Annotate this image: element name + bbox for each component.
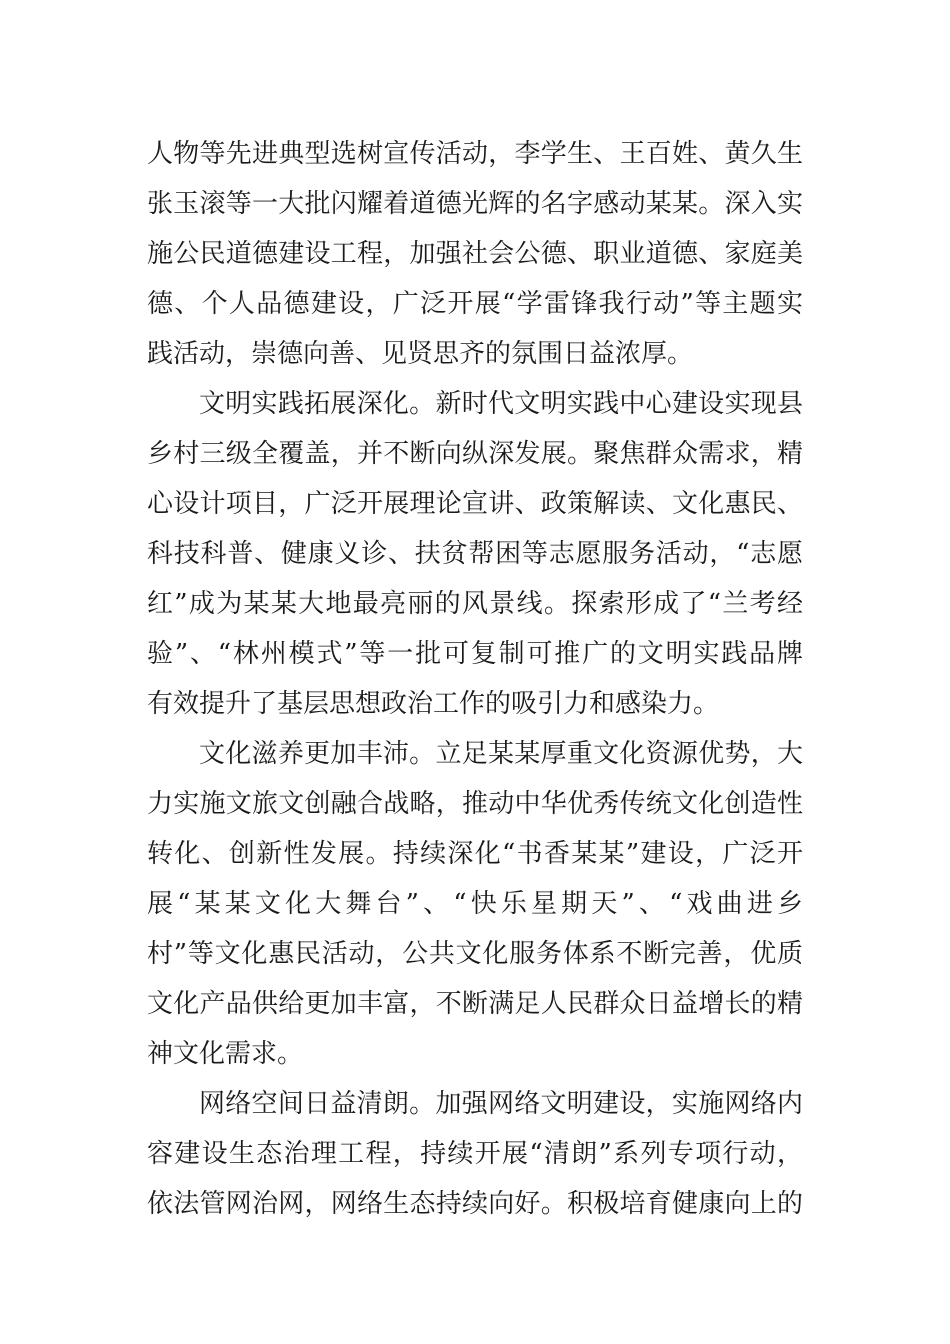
text-line: 容建设生态治理工程，持续开展“清朗”系列专项行动， (147, 1139, 803, 1169)
text-line: 村”等文化惠民活动，公共文化服务体系不断完善，优质 (147, 939, 803, 969)
text-line: 红”成为某某大地最亮丽的风景线。探索形成了“兰考经 (147, 589, 803, 619)
text-line: 验”、“林州模式”等一批可复制可推广的文明实践品牌 (147, 639, 803, 669)
paragraph-first-line: 网络空间日益清朗。加强网络文明建设，实施网络内 (199, 1089, 803, 1119)
text-line: 文化产品供给更加丰富，不断满足人民群众日益增长的精 (147, 989, 803, 1019)
text-line: 转化、创新性发展。持续深化“书香某某”建设，广泛开 (147, 839, 803, 869)
paragraph-first-line: 文明实践拓展深化。新时代文明实践中心建设实现县 (199, 389, 803, 419)
text-line: 施公民道德建设工程，加强社会公德、职业道德、家庭美 (147, 239, 803, 269)
text-line: 有效提升了基层思想政治工作的吸引力和感染力。 (147, 689, 720, 719)
text-line: 张玉滚等一大批闪耀着道德光辉的名字感动某某。深入实 (147, 189, 803, 219)
text-line: 德、个人品德建设，广泛开展“学雷锋我行动”等主题实 (147, 289, 803, 319)
text-line: 人物等先进典型选树宣传活动，李学生、王百姓、黄久生 (147, 139, 803, 169)
text-line: 乡村三级全覆盖，并不断向纵深发展。聚焦群众需求，精 (147, 439, 803, 469)
text-line: 心设计项目，广泛开展理论宣讲、政策解读、文化惠民、 (147, 489, 803, 519)
text-line: 践活动，崇德向善、见贤思齐的氛围日益浓厚。 (147, 339, 694, 369)
text-line: 力实施文旅文创融合战略，推动中华优秀传统文化创造性 (147, 789, 803, 819)
text-line: 依法管网治网，网络生态持续向好。积极培育健康向上的 (147, 1189, 803, 1219)
text-line: 展“某某文化大舞台”、“快乐星期天”、“戏曲进乡 (147, 889, 803, 919)
paragraph-first-line: 文化滋养更加丰沛。立足某某厚重文化资源优势，大 (199, 739, 803, 769)
text-line: 神文化需求。 (147, 1039, 304, 1069)
text-line: 科技科普、健康义诊、扶贫帮困等志愿服务活动，“志愿 (147, 539, 803, 569)
